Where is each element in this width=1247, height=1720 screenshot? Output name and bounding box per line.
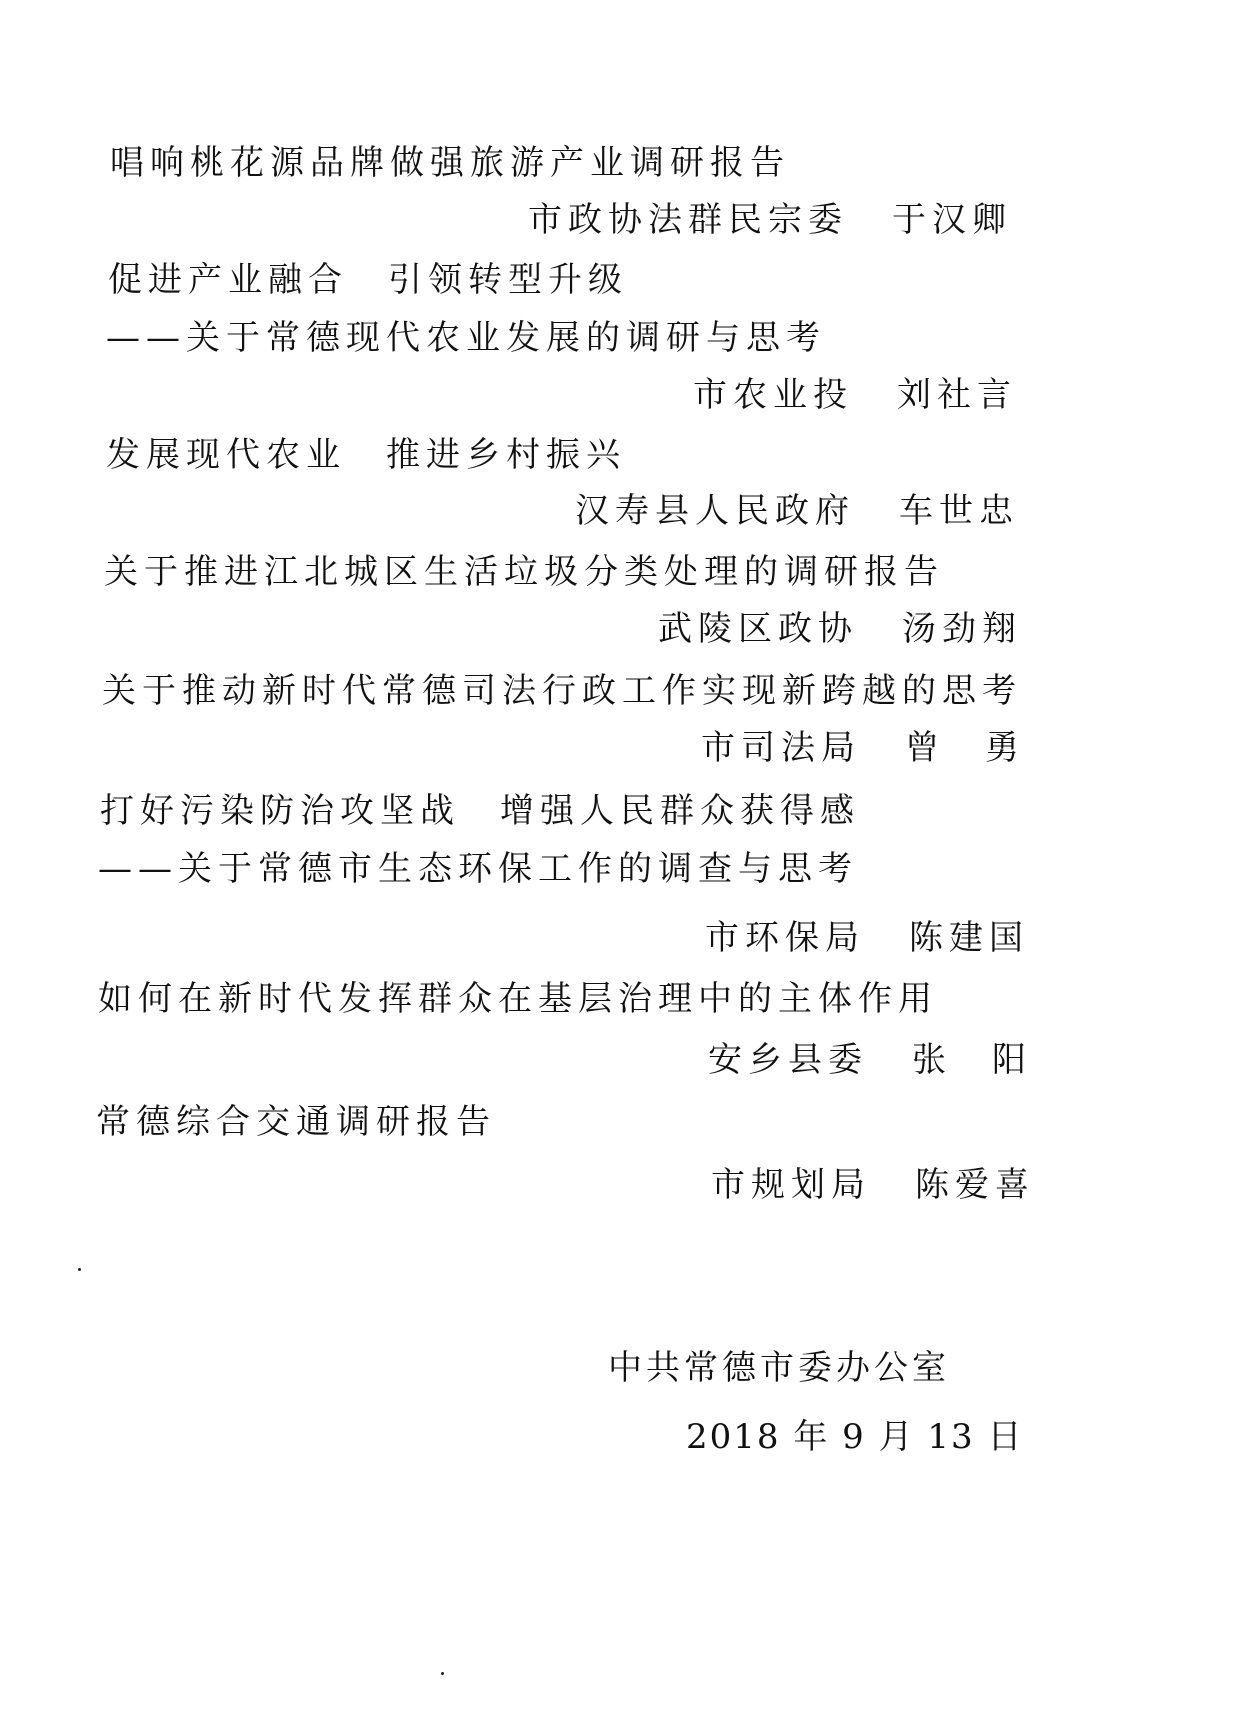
entry-author-5	[701, 728, 1025, 768]
entry-org-1: 市政协法群民宗委	[528, 200, 848, 240]
entry-subtitle-2: ——关于常德现代农业发展的调研与思考	[106, 318, 826, 358]
entry-author-2	[693, 375, 1017, 415]
entry-author-7	[708, 1040, 1032, 1080]
entry-author-4	[658, 609, 1022, 649]
entry-org-7: 安乡县委	[708, 1040, 868, 1080]
entry-author-3	[575, 491, 1019, 531]
entry-title-8: 常德综合交通调研报告	[96, 1102, 496, 1142]
entry-title-7: 如何在新时代发挥群众在基层治理中的主体作用	[98, 979, 938, 1019]
entry-name-8: 陈爱喜	[915, 1165, 1035, 1205]
entry-org-6: 市环保局	[705, 918, 865, 958]
entry-author-8	[711, 1165, 1035, 1205]
scan-speck	[441, 1672, 444, 1675]
entry-org-2: 市农业投	[693, 375, 853, 415]
issue-date: 2018 年 9 月 13 日	[686, 1417, 1024, 1457]
entry-name-2: 刘社言	[897, 375, 1017, 415]
entry-org-5: 市司法局	[701, 728, 861, 768]
entry-org-8: 市规划局	[711, 1165, 871, 1205]
entry-author-6	[705, 918, 1029, 958]
scan-speck	[78, 1268, 81, 1271]
entry-org-4: 武陵区政协	[658, 609, 858, 649]
entry-title-1: 唱响桃花源品牌做强旅游产业调研报告	[110, 143, 790, 183]
entry-title-3: 发展现代农业 推进乡村振兴	[106, 435, 626, 475]
entry-title-4: 关于推进江北城区生活垃圾分类处理的调研报告	[104, 552, 944, 592]
issuer: 中共常德市委办公室	[608, 1348, 950, 1388]
entry-title-6: 打好污染防治攻坚战 增强人民群众获得感	[100, 791, 860, 831]
entry-name-4: 汤劲翔	[902, 609, 1022, 649]
entry-subtitle-6: ——关于常德市生态环保工作的调查与思考	[98, 849, 858, 889]
entry-name-6: 陈建国	[909, 918, 1029, 958]
entry-name-3: 车世忠	[899, 491, 1019, 531]
entry-author-1	[528, 200, 1012, 240]
entry-name-1: 于汉卿	[892, 200, 1012, 240]
entry-name-7: 张 阳	[912, 1040, 1032, 1080]
entry-org-3: 汉寿县人民政府	[575, 491, 855, 531]
entry-title-2: 促进产业融合 引领转型升级	[108, 260, 628, 300]
entry-title-5: 关于推动新时代常德司法行政工作实现新跨越的思考	[102, 671, 1022, 711]
entry-name-5: 曾 勇	[905, 728, 1025, 768]
